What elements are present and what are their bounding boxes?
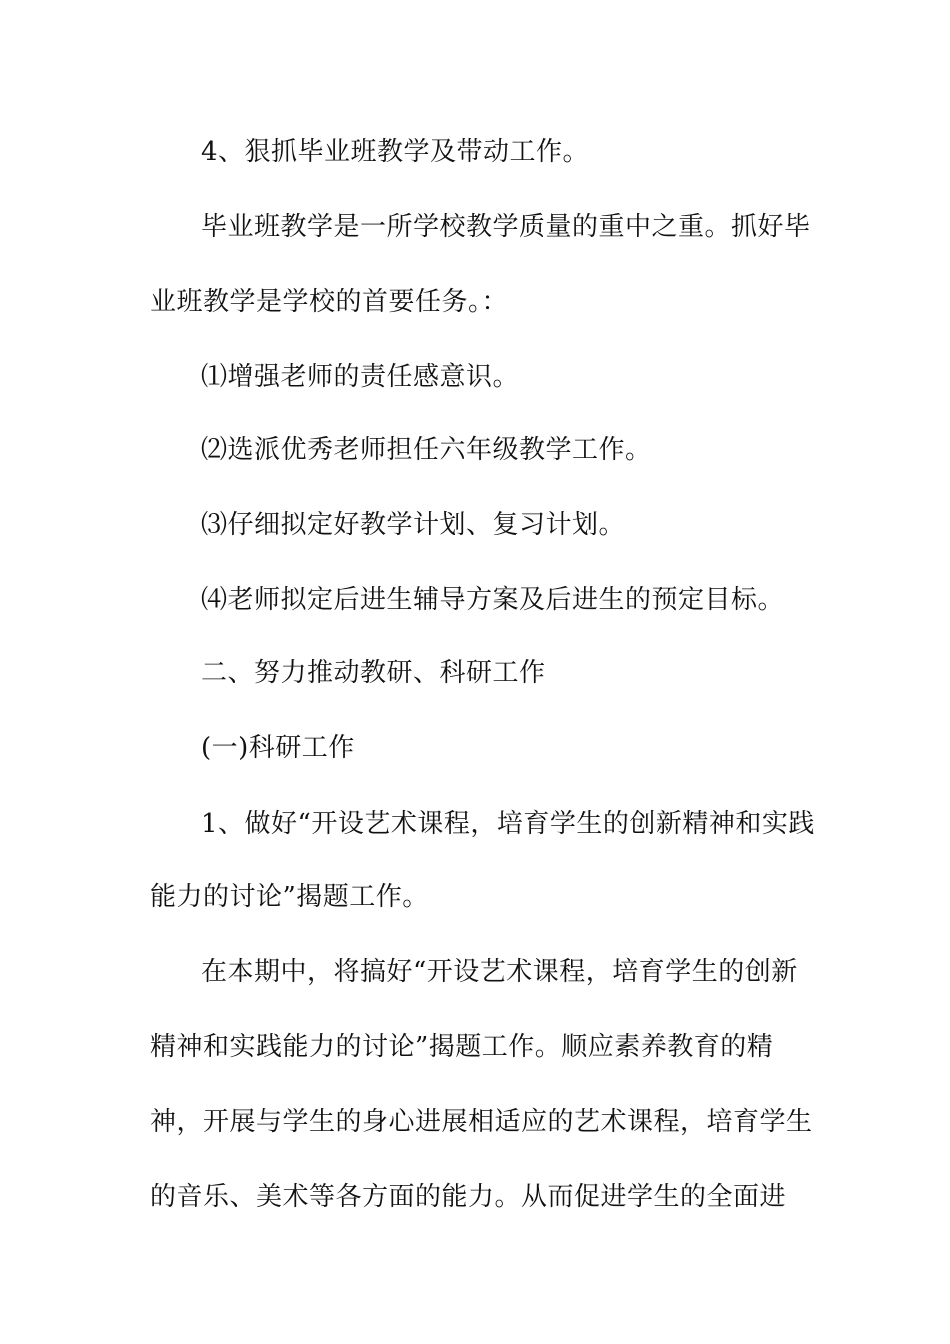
paragraph-line: 毕业班教学是一所学校教学质量的重中之重。抓好毕 [201, 212, 811, 242]
list-item: ⑶仔细拟定好教学计划、复习计划。 [201, 510, 626, 540]
paragraph-line: 在本期中，将搞好“开设艺术课程，培育学生的创新 [201, 957, 798, 987]
paragraph-line: 神，开展与学生的身心进展相适应的艺术课程，培育学生 [150, 1107, 813, 1137]
paragraph-line: 的音乐、美术等各方面的能力。从而促进学生的全面进 [150, 1182, 787, 1212]
paragraph-heading-graduating-class: 4、狠抓毕业班教学及带动工作。 [201, 137, 590, 167]
paragraph-line: 能力的讨论”揭题工作。 [150, 882, 429, 912]
list-item: ⑴增强老师的责任感意识。 [201, 362, 520, 392]
paragraph-line: 业班教学是学校的首要任务。： [150, 287, 509, 317]
paragraph-line: 精神和实践能力的讨论”揭题工作。顺应素养教育的精 [150, 1032, 774, 1062]
list-item: ⑵选派优秀老师担任六年级教学工作。 [201, 435, 652, 465]
subsection-heading: (一)科研工作 [201, 733, 355, 763]
paragraph-line: 1、做好“开设艺术课程，培育学生的创新精神和实践 [201, 809, 815, 839]
list-item: ⑷老师拟定后进生辅导方案及后进生的预定目标。 [201, 585, 785, 615]
section-heading: 二、努力推动教研、科研工作 [201, 658, 546, 688]
